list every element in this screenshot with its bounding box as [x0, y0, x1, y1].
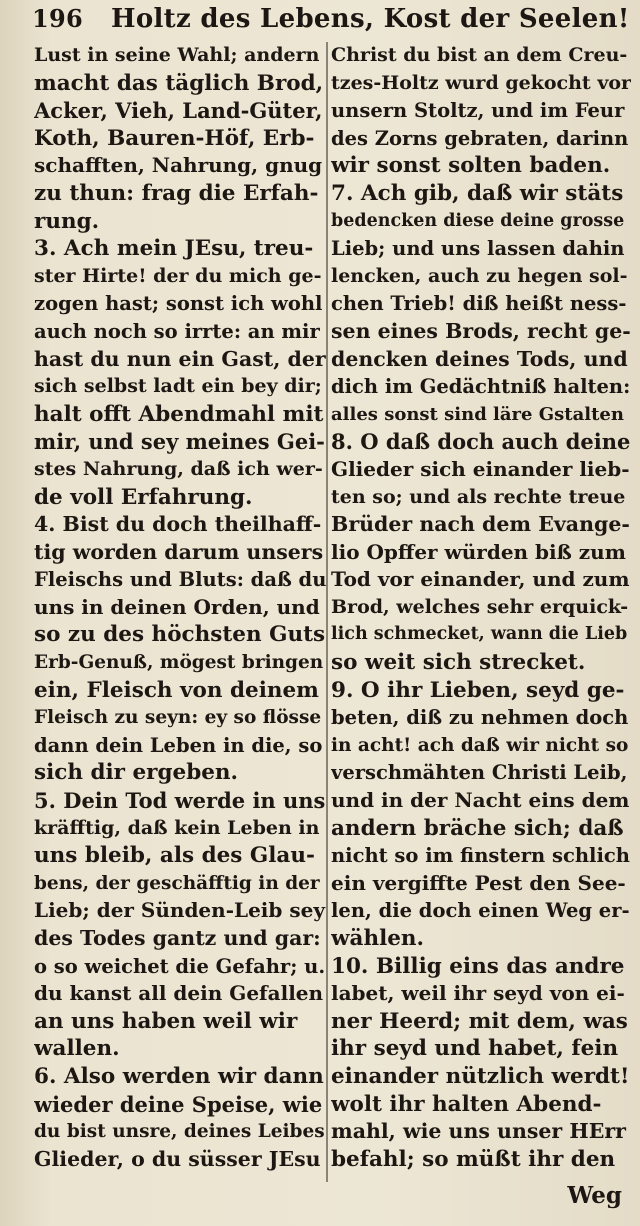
text-line: so zu des höchsten Guts: [34, 622, 326, 648]
text-line: Koth, Bauren-Höf, Erb-: [34, 125, 315, 151]
text-line: wolt ihr halten Abend-: [331, 1091, 602, 1117]
text-line: Lust in seine Wahl; andern: [34, 44, 320, 66]
text-line: uns in deinen Orden, und: [34, 594, 320, 619]
text-line: 4. Bist du doch theilhaff-: [34, 512, 322, 537]
text-line: einander nützlich werdt!: [331, 1063, 630, 1089]
text-line: ihr seyd und habet, fein: [331, 1036, 619, 1062]
text-line: lencken, auch zu hegen sol-: [331, 264, 628, 287]
left-column: [34, 42, 326, 1173]
text-line: Glieder sich einander lieb-: [331, 456, 630, 481]
text-line: mahl, wie uns unser HErr: [331, 1119, 626, 1144]
text-line: beten, diß zu nehmen doch: [331, 706, 629, 730]
text-line: sich dir ergeben.: [34, 760, 239, 786]
text-line: andern bräche sich; daß: [331, 815, 624, 841]
text-line: schafften, Nahrung, gnug: [34, 153, 323, 178]
right-column: [331, 42, 631, 1173]
text-line: zogen hast; sonst ich wohl: [34, 292, 323, 316]
text-line: stes Nahrung, daß ich wer-: [34, 457, 323, 480]
text-line: dencken deines Tods, und: [331, 346, 628, 371]
text-line: in acht! ach daß wir nicht so: [331, 734, 629, 756]
text-line: macht das täglich Brod,: [34, 70, 324, 96]
text-line: bens, der geschäfftig in der: [34, 872, 320, 894]
text-line: und in der Nacht eins dem: [331, 788, 630, 813]
text-line: 3. Ach mein JEsu, treu-: [34, 236, 314, 262]
text-line: wir sonst solten baden.: [331, 153, 611, 179]
text-line: de voll Erfahrung.: [34, 484, 253, 510]
text-line: du kanst all dein Gefallen: [34, 981, 324, 1006]
text-line: tig worden darum unsers: [34, 539, 324, 564]
text-line: ner Heerd; mit dem, was: [331, 1008, 628, 1034]
text-line: Brod, welches sehr erquick-: [331, 595, 629, 618]
text-line: len, die doch einen Weg er-: [331, 899, 630, 923]
text-line: halt offt Abendmahl mit: [34, 401, 324, 427]
text-line: sen eines Brods, recht ge-: [331, 318, 631, 343]
page-number: 196: [32, 4, 83, 33]
text-line: ten so; und als rechte treue: [331, 485, 626, 508]
text-line: Fleischs und Bluts: daß du: [34, 568, 326, 592]
text-line: Acker, Vieh, Land-Güter,: [34, 98, 323, 124]
text-line: kräfftig, daß kein Leben in: [34, 816, 320, 839]
text-line: Lieb; und uns lassen dahin: [331, 237, 625, 261]
text-line: labet, weil ihr seyd von ei-: [331, 981, 625, 1006]
text-line: Christ du bist an dem Creu-: [331, 44, 628, 66]
text-line: Glieder, o du süsser JEsu: [34, 1146, 321, 1171]
text-line: Lieb; der Sünden-Leib sey: [34, 898, 325, 923]
text-line: zu thun: frag die Erfah-: [34, 180, 319, 206]
text-line: hast du nun ein Gast, der: [34, 346, 326, 371]
text-line: dann dein Leben in die, so: [34, 733, 323, 757]
text-line: lich schmecket, wann die Lieb: [331, 624, 628, 645]
text-line: tzes-Holtz wurd gekocht vor: [331, 71, 631, 94]
text-line: ein, Fleisch von deinem: [34, 677, 319, 703]
text-line: 9. O ihr Lieben, seyd ge-: [331, 677, 625, 703]
text-line: unsern Stoltz, und im Feur: [331, 99, 625, 123]
text-line: 10. Billig eins das andre: [331, 953, 625, 979]
text-line: uns bleib, als des Glau-: [34, 843, 315, 869]
page-header: [32, 4, 632, 42]
text-line: 5. Dein Tod werde in uns: [34, 788, 326, 814]
text-line: sich selbst ladt ein bey dir;: [34, 375, 322, 398]
text-line: du bist unsre, deines Leibes: [34, 1121, 325, 1143]
text-line: 8. O daß doch auch deine: [331, 429, 631, 455]
text-line: 6. Also werden wir dann: [34, 1063, 324, 1089]
text-line: o so weichet die Gefahr; u.: [34, 954, 326, 978]
text-line: befahl; so müßt ihr den: [331, 1146, 616, 1172]
text-line: ein vergiffte Pest den See-: [331, 870, 626, 895]
text-line: lio Opffer würden biß zum: [331, 539, 626, 564]
text-line: ster Hirte! der du mich ge-: [34, 264, 322, 287]
text-line: Brüder nach dem Evange-: [331, 512, 630, 537]
text-line: dich im Gedächtniß halten:: [331, 375, 631, 399]
text-line: rung.: [34, 208, 100, 234]
text-line: wallen.: [34, 1036, 120, 1062]
text-line: 7. Ach gib, daß wir stäts: [331, 180, 624, 206]
text-line: verschmähten Christi Leib,: [331, 761, 628, 785]
column-divider: [326, 42, 328, 1182]
text-line: nicht so im finstern schlich: [331, 844, 630, 868]
text-line: Tod vor einander, und zum: [331, 567, 630, 592]
text-line: mir, und sey meines Gei-: [34, 429, 325, 455]
text-line: Fleisch zu seyn: ey so flösse: [34, 707, 322, 729]
text-line: des Zorns gebraten, darinn: [331, 126, 629, 150]
catchword: Weg: [567, 1182, 622, 1209]
text-line: auch noch so irrte: an mir: [34, 319, 320, 343]
text-line: alles sonst sind läre Gstalten: [331, 403, 624, 425]
running-title: Holtz des Lebens, Kost der Seelen!: [111, 4, 630, 34]
text-line: chen Trieb! diß heißt ness-: [331, 292, 627, 316]
text-line: wählen.: [331, 926, 425, 951]
text-line: bedencken diese deine grosse: [331, 210, 625, 231]
text-line: so weit sich strecket.: [331, 650, 586, 676]
text-line: des Todes gantz und gar:: [34, 926, 321, 950]
text-line: an uns haben weil wir: [34, 1008, 298, 1034]
text-line: Erb-Genuß, mögest bringen: [34, 652, 324, 674]
text-line: wieder deine Speise, wie: [34, 1091, 323, 1117]
